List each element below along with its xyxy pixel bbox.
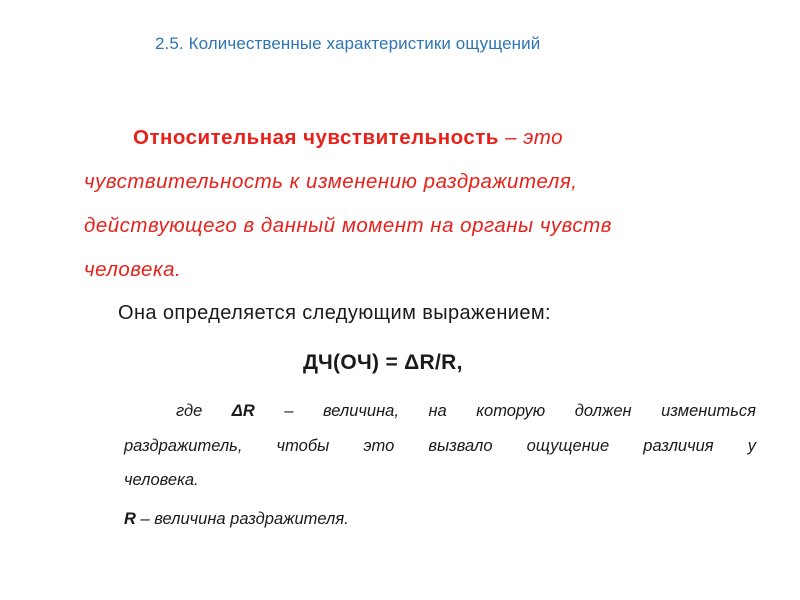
definition-line-1-rest: это <box>523 126 564 149</box>
delta-r-text-line-1: – величина, на которую должен измениться <box>284 402 756 420</box>
intro-text: Она определяется следующим выражением: <box>118 302 552 324</box>
definition-line-4: человека. <box>84 258 182 281</box>
definition-line-1 <box>84 116 764 160</box>
where-word: где <box>176 402 203 420</box>
delta-r-symbol: ΔR <box>231 402 255 420</box>
formula: ДЧ(ОЧ) = ΔR/R, <box>303 351 463 374</box>
definition-block <box>84 116 764 292</box>
slide-title: 2.5. Количественные характеристики ощущений <box>155 34 541 53</box>
explanation-line-1 <box>124 394 756 429</box>
r-symbol: R <box>124 509 136 528</box>
explanation-block <box>124 394 756 536</box>
r-definition-line <box>124 502 756 537</box>
explanation-line-3: человека. <box>124 471 199 489</box>
definition-line-2: чувствительность к изменению раздражителя, <box>84 170 578 193</box>
explanation-line-2: раздражитель, чтобы это вызвало ощущение различия у <box>124 436 756 455</box>
r-definition-text: – величина раздражителя. <box>135 509 349 528</box>
definition-dash: – <box>498 126 524 149</box>
definition-term: Относительная чувствительность <box>133 126 499 149</box>
definition-line-3: действующего в данный момент на органы чувств <box>84 214 612 237</box>
